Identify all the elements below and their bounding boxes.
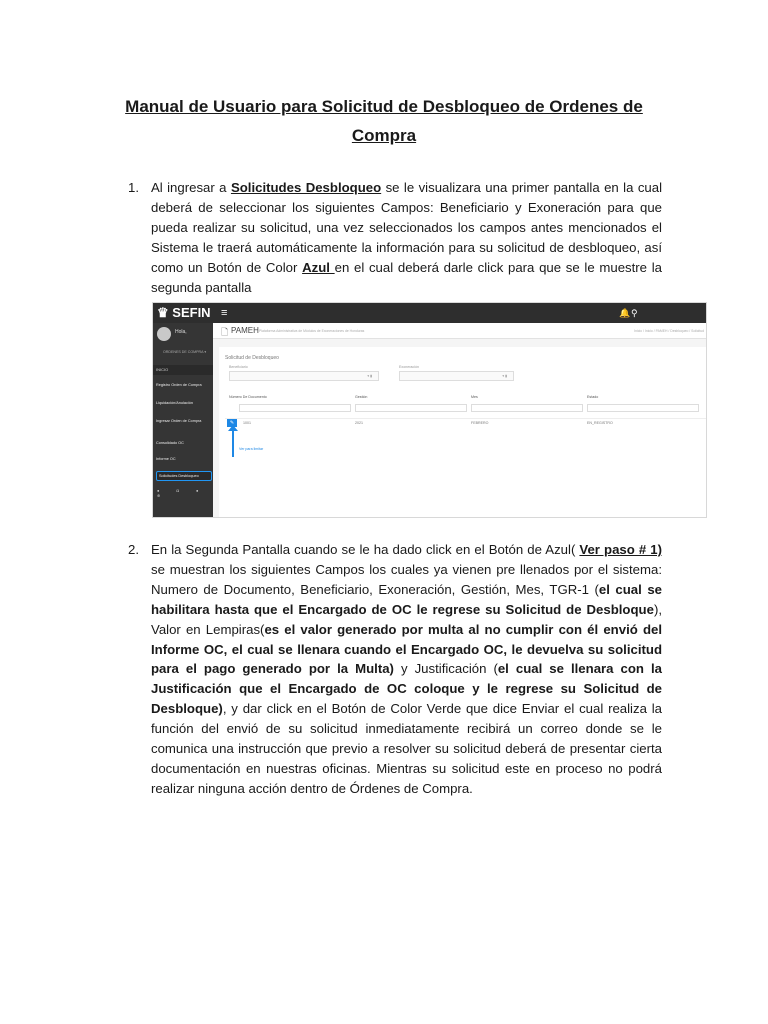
step-1-number: 1. <box>128 180 139 195</box>
title-line-1: Manual de Usuario para Solicitud de Desbloqueo de Ordenes de <box>125 97 643 116</box>
step-2-bold-c: el cual se llenara con la Justificación que el Encargado de OC coloque y le regrese su Solicitud de Desbloque) <box>151 661 662 717</box>
solicitudes-desbloqueo-link: Solicitudes Desbloqueo <box>230 180 382 195</box>
sefin-logo: ♛ SEFIN <box>157 305 211 320</box>
step-1-text <box>130 178 662 297</box>
brand-name: SEFIN <box>172 305 211 320</box>
chevron-down-icon: ▾ ▮ <box>367 374 372 378</box>
header-title: PAMEH <box>231 326 259 335</box>
step-2-text-c: ), Valor en Lempiras( <box>151 601 662 637</box>
cell-estado: EN_REGISTRO <box>587 421 613 425</box>
showing-text: Ver para limitar <box>239 447 264 451</box>
step-1-text-b: se le visualizara una primer pantalla en la cual deberá de seleccionar los siguientes Campos: Beneficiario y Exoneración para que pueda realizar su solicitud, una vez seleccionados los campos antes mencionados el Sistema le traerá automáticamente la información para su solicitud de desbloqueo, así como un Botón de Color <box>151 180 663 275</box>
cell-numero: 1001 <box>243 421 251 425</box>
filter-estado <box>587 404 699 412</box>
beneficiario-label: Beneficiario <box>229 365 248 369</box>
step-2-bold-a: el cual se habilitara hasta que el Encargado de OC le regrese su Solicitud de Desbloque <box>151 581 662 617</box>
title-line-2: Compra <box>351 126 417 145</box>
sidebar-footer-icons: ● ◘ ● ⊕ <box>157 488 207 498</box>
column-header-gestion: Gestión <box>355 395 368 399</box>
azul-label: Azul <box>302 259 335 275</box>
filter-mes <box>471 404 583 412</box>
bell-icon: 🔔 <box>619 308 631 318</box>
menu-icon: ≡ <box>221 307 228 319</box>
step-2-text-d: y Justificación ( <box>393 661 498 677</box>
app-screenshot <box>152 302 707 518</box>
step-1-text-a: Al ingresar a <box>151 180 231 195</box>
ordenes-dropdown: ORDENES DE COMPRA ▾ <box>163 350 207 354</box>
step-2-text <box>130 540 662 799</box>
arrow-line <box>232 429 234 457</box>
inicio-label: INICIO <box>156 367 169 372</box>
step-1-text-c: en el cual deberá darle click para que se le muestre la segunda pantalla <box>151 259 662 295</box>
step-2-bold-b: es el valor generado por multa al no cumplir con él envió del Informe OC, el cual se llenara cuando el Encargado OC, le devuelva su solicitud para el pago generado por la Multa) <box>151 621 663 677</box>
cell-mes: FEBRERO <box>471 421 489 425</box>
sidebar-item-informe: Informe OC <box>156 457 176 461</box>
sidebar-item-ingresar: Ingresar Orden de Compra <box>156 419 202 423</box>
app-content <box>213 323 707 518</box>
beneficiario-select <box>229 371 379 381</box>
step-2-text-a: En la Segunda Pantalla cuando se le ha dado click en el Botón de Azul( <box>151 542 580 557</box>
step-2 <box>130 540 662 799</box>
greeting: Hola, <box>175 329 187 335</box>
document-title <box>100 92 668 150</box>
column-header-numero: Número De Documento <box>229 395 267 399</box>
chevron-down-icon: ▾ ▮ <box>502 374 507 378</box>
filter-gestion <box>355 404 467 412</box>
inicio-row <box>153 365 213 375</box>
app-sidebar <box>153 323 213 518</box>
exoneracion-select <box>399 371 514 381</box>
exoneracion-label: Exoneración <box>399 365 419 369</box>
sidebar-item-consolidado: Consolidado OC <box>156 441 184 445</box>
file-icon: 🗋 <box>221 327 229 337</box>
solicitud-panel <box>219 347 707 518</box>
header-subtitle: Plataforma Administrativa de Módulos de Exoneraciones de Honduras <box>259 329 365 333</box>
table-row <box>225 418 707 426</box>
sidebar-item-liquidacion: Liquidación/Anulación <box>156 401 193 405</box>
breadcrumb: Inicio / Inicio / PAMEH / Desbloqueo / Solicitud <box>634 329 704 333</box>
panel-title: Solicitud de Desbloqueo <box>225 355 279 361</box>
sidebar-item-solicitudes: Solicitudes Desbloqueo <box>156 471 212 481</box>
filter-numero <box>239 404 351 412</box>
sidebar-item-registro: Registro Orden de Compra <box>156 383 202 387</box>
edit-button: ✎ <box>227 419 237 427</box>
column-header-estado: Estado <box>587 395 599 399</box>
step-1 <box>130 178 662 297</box>
ver-paso-1-link: Ver paso # 1) <box>579 542 662 557</box>
cell-gestion: 2021 <box>355 421 363 425</box>
avatar <box>157 327 171 341</box>
step-2-number: 2. <box>128 542 139 557</box>
step-2-text-b: se muestran los siguientes Campos los cuales ya vienen pre llenados por el sistema: Numero de Documento, Beneficiario, Exoneración, Gestión, Mes, TGR-1 ( <box>151 561 662 597</box>
column-header-mes: Mes <box>471 395 478 399</box>
user-icon: ⚲ <box>631 308 638 318</box>
app-header <box>213 323 707 339</box>
step-2-text-e: , y dar click en el Botón de Color Verde que dice Enviar el cual realiza la función del envió de su solicitud inmediatamente recibirá un correo donde se le comunica una instrucción que previo a resolver su solicitud deberá de presentar cierta documentación en nuestras oficinas. Mientras su solicitud este en proceso no podrá realizar ninguna acción dentro de Órdenes de Compra. <box>151 701 662 796</box>
